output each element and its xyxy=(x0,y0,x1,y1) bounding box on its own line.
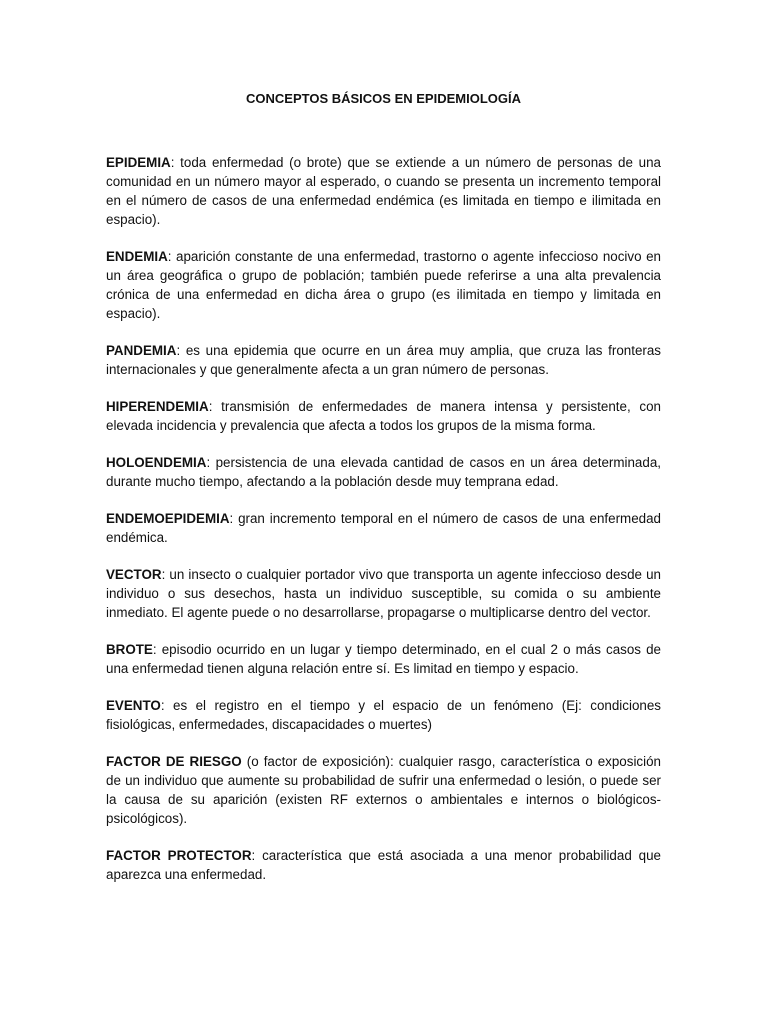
definition-epidemia xyxy=(106,153,661,229)
definition-brote xyxy=(106,640,661,678)
definition-text: (o factor de exposición): cualquier rasgo, característica o exposición de un individuo que aumente su probabilidad de sufrir una enfermedad o lesión, o puede ser la causa de su aparición (existen RF externos o ambientales e internos o biológicos-psicológicos). xyxy=(106,754,661,826)
definition-evento xyxy=(106,696,661,734)
definition-endemoepidemia xyxy=(106,509,661,547)
definition-text: : gran incremento temporal en el número de casos de una enfermedad endémica. xyxy=(106,511,661,545)
term-endemoepidemia: ENDEMOEPIDEMIA xyxy=(106,511,230,526)
document-title: CONCEPTOS BÁSICOS EN EPIDEMIOLOGÍA xyxy=(246,91,521,106)
term-hiperendemia: HIPERENDEMIA xyxy=(106,399,209,414)
definition-hiperendemia xyxy=(106,397,661,435)
document-page xyxy=(106,90,661,902)
definition-text: : aparición constante de una enfermedad, trastorno o agente infeccioso nocivo en un área geográfica o grupo de población; también puede referirse a una alta prevalencia crónica de una enfermedad en dicha área o grupo (es ilimitada en tiempo y limitada en espacio). xyxy=(106,249,661,321)
term-pandemia: PANDEMIA xyxy=(106,343,177,358)
definition-text: : persistencia de una elevada cantidad de casos en un área determinada, durante mucho tiempo, afectando a la población desde muy temprana edad. xyxy=(106,455,661,489)
definition-text: : episodio ocurrido en un lugar y tiempo determinado, en el cual 2 o más casos de una enfermedad tienen alguna relación entre sí. Es limitad en tiempo y espacio. xyxy=(106,642,661,676)
definition-text: : un insecto o cualquier portador vivo que transporta un agente infeccioso desde un individuo o sus desechos, hasta un individuo susceptible, su comida o su ambiente inmediato. El agente puede o no desarrollarse, propagarse o multiplicarse dentro del vector. xyxy=(106,567,661,620)
term-factor-protector: FACTOR PROTECTOR xyxy=(106,848,252,863)
term-endemia: ENDEMIA xyxy=(106,249,168,264)
definition-text: : toda enfermedad (o brote) que se extiende a un número de personas de una comunidad en un número mayor al esperado, o cuando se presenta un incremento temporal en el número de casos de una enfermedad endémica (es limitada en tiempo e ilimitada en espacio). xyxy=(106,155,661,227)
definition-text: : transmisión de enfermedades de manera intensa y persistente, con elevada incidencia y prevalencia que afecta a todos los grupos de la misma forma. xyxy=(106,399,661,433)
definition-holoendemia xyxy=(106,453,661,491)
definition-text: : es el registro en el tiempo y el espacio de un fenómeno (Ej: condiciones fisiológicas, enfermedades, discapacidades o muertes) xyxy=(106,698,661,732)
term-factor-de-riesgo: FACTOR DE RIESGO xyxy=(106,754,242,769)
term-evento: EVENTO xyxy=(106,698,161,713)
definition-text: : característica que está asociada a una menor probabilidad que aparezca una enfermedad. xyxy=(106,848,661,882)
term-brote: BROTE xyxy=(106,642,153,657)
term-holoendemia: HOLOENDEMIA xyxy=(106,455,207,470)
definition-factor-protector xyxy=(106,846,661,884)
definition-text: : es una epidemia que ocurre en un área muy amplia, que cruza las fronteras internacionales y que generalmente afecta a un gran número de personas. xyxy=(106,343,661,377)
definition-factor-de-riesgo xyxy=(106,752,661,828)
term-vector: VECTOR xyxy=(106,567,162,582)
definition-pandemia xyxy=(106,341,661,379)
definition-endemia xyxy=(106,247,661,323)
definition-vector xyxy=(106,565,661,622)
term-epidemia: EPIDEMIA xyxy=(106,155,171,170)
